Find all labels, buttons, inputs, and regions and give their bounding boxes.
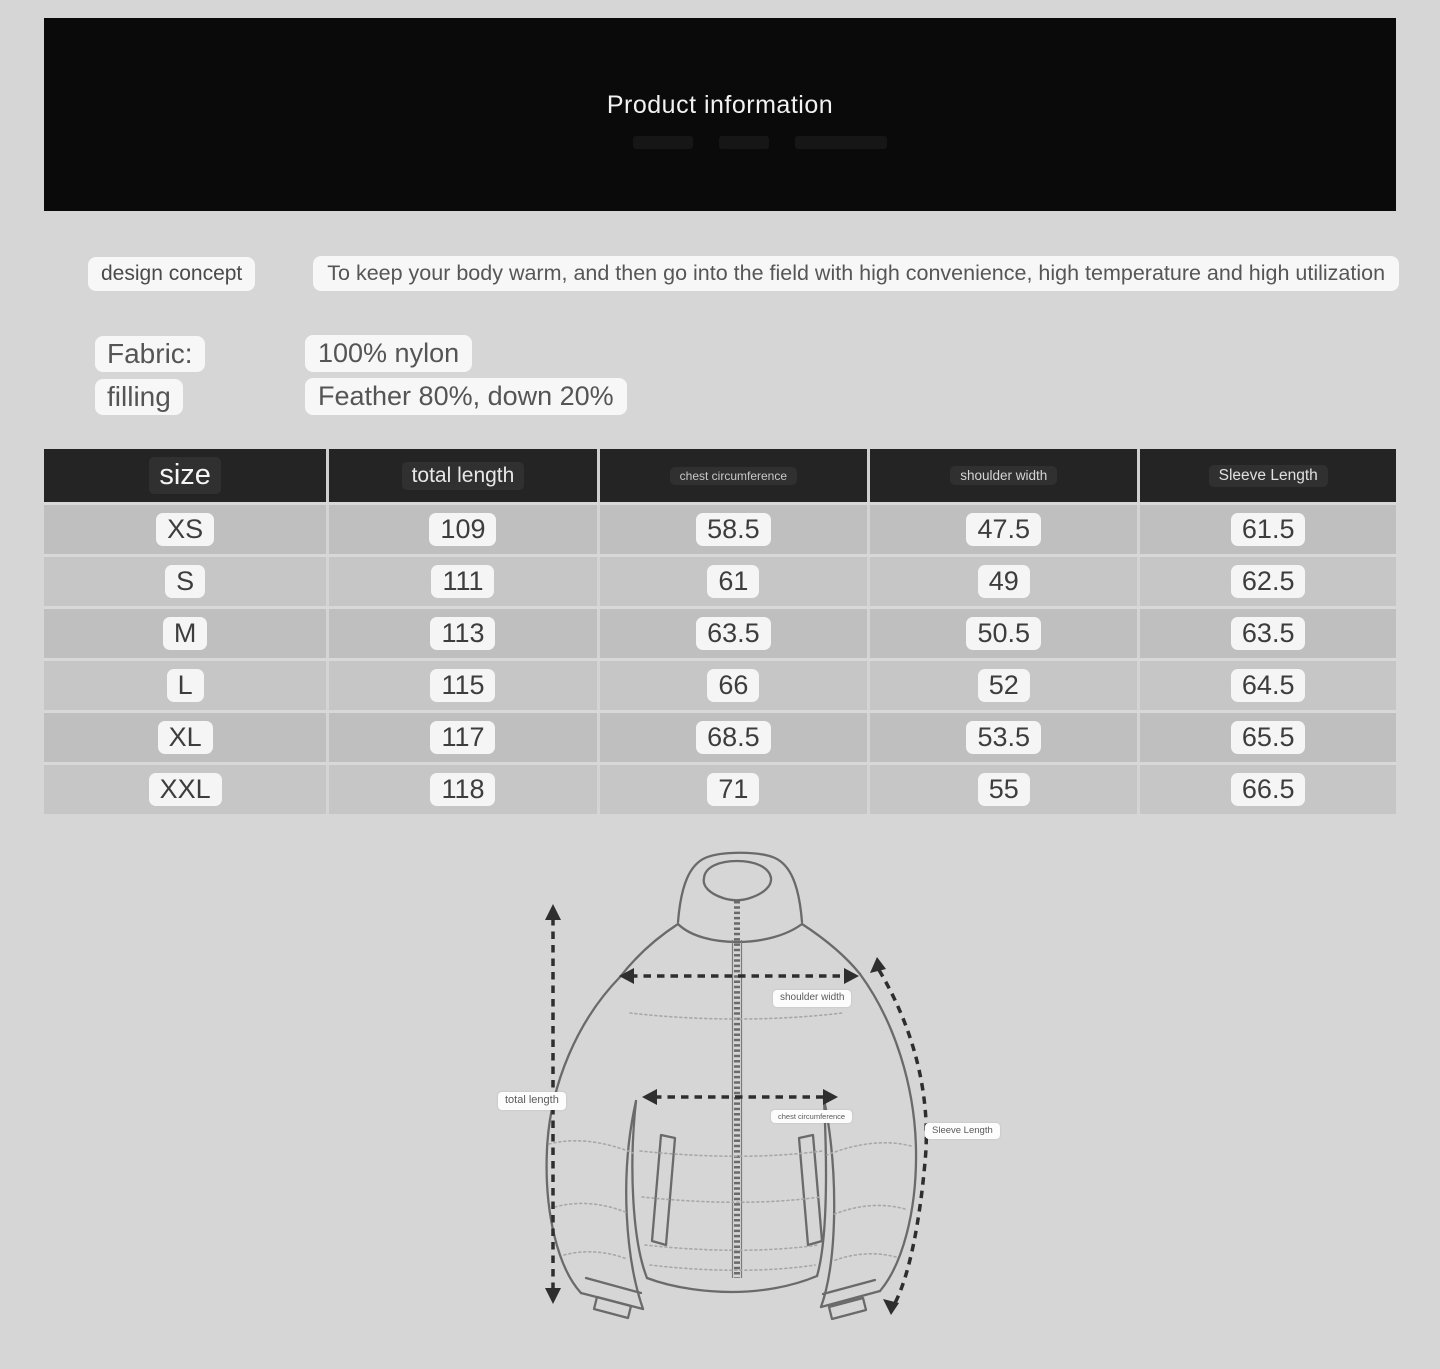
cell-chest: 63.5 (600, 609, 870, 658)
table-row-xs (44, 502, 1396, 554)
cell-shoulder: 52 (870, 661, 1140, 710)
cell-sleeve: 64.5 (1140, 661, 1396, 710)
size-table-header (44, 449, 1396, 502)
header-sleeve-length: Sleeve Length (1140, 449, 1396, 502)
banner-ghost-text (633, 136, 887, 149)
cell-total-length: 111 (329, 557, 599, 606)
cell-sleeve: 63.5 (1140, 609, 1396, 658)
cell-total-length: 117 (329, 713, 599, 762)
cell-total-length: 113 (329, 609, 599, 658)
cell-sleeve: 62.5 (1140, 557, 1396, 606)
diagram-label-chest-circumference: chest circumference (771, 1110, 852, 1123)
cell-shoulder: 50.5 (870, 609, 1140, 658)
size-table (44, 449, 1396, 814)
ghost-bar (719, 136, 769, 149)
product-info-banner (44, 18, 1396, 211)
table-row-xl (44, 710, 1396, 762)
cell-shoulder: 49 (870, 557, 1140, 606)
fabric-row (95, 335, 1440, 372)
header-size: size (44, 449, 329, 502)
table-row-s (44, 554, 1396, 606)
cell-total-length: 109 (329, 505, 599, 554)
cell-chest: 68.5 (600, 713, 870, 762)
cell-chest: 58.5 (600, 505, 870, 554)
materials-section (0, 335, 1440, 415)
diagram-label-shoulder-width: shoulder width (773, 990, 851, 1007)
cell-chest: 66 (600, 661, 870, 710)
filling-row (95, 378, 1440, 415)
banner-title: Product information (606, 90, 834, 119)
header-total-length: total length (329, 449, 599, 502)
cell-shoulder: 53.5 (870, 713, 1140, 762)
cell-size: M (44, 609, 329, 658)
fabric-value: 100% nylon (305, 335, 472, 372)
table-row-xxl (44, 762, 1396, 814)
cell-size: L (44, 661, 329, 710)
diagram-label-total-length: total length (498, 1092, 566, 1110)
table-row-m (44, 606, 1396, 658)
cell-size: XL (44, 713, 329, 762)
filling-value: Feather 80%, down 20% (305, 378, 627, 415)
design-concept-row (0, 256, 1440, 291)
cell-sleeve: 65.5 (1140, 713, 1396, 762)
table-row-l (44, 658, 1396, 710)
jacket-measurement-diagram (470, 844, 993, 1344)
cell-size: S (44, 557, 329, 606)
cell-shoulder: 47.5 (870, 505, 1140, 554)
cell-shoulder: 55 (870, 765, 1140, 814)
design-concept-text: To keep your body warm, and then go into the field with high convenience, high temperature and high utilization (313, 256, 1399, 291)
header-chest-circumference: chest circumference (600, 449, 870, 502)
diagram-label-sleeve-length: Sleeve Length (925, 1123, 1000, 1139)
cell-size: XS (44, 505, 329, 554)
ghost-bar (795, 136, 887, 149)
cell-chest: 61 (600, 557, 870, 606)
fabric-label: Fabric: (95, 336, 205, 372)
product-information-page (0, 18, 1440, 1369)
ghost-bar (633, 136, 693, 149)
cell-total-length: 115 (329, 661, 599, 710)
filling-label: filling (95, 379, 183, 415)
cell-chest: 71 (600, 765, 870, 814)
design-concept-label: design concept (88, 257, 255, 291)
cell-size: XXL (44, 765, 329, 814)
header-shoulder-width: shoulder width (870, 449, 1140, 502)
cell-sleeve: 66.5 (1140, 765, 1396, 814)
cell-sleeve: 61.5 (1140, 505, 1396, 554)
cell-total-length: 118 (329, 765, 599, 814)
